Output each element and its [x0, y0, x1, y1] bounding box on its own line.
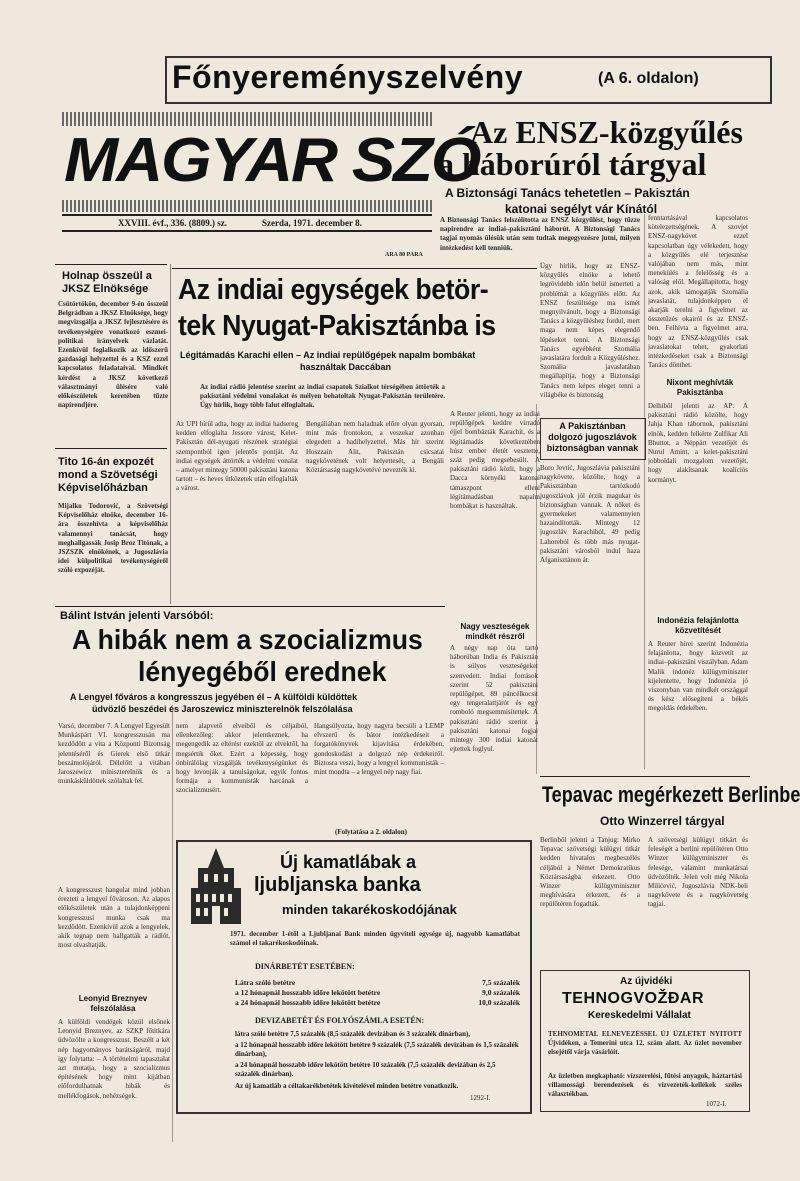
- dinar-row-value: 7,5 százalék: [482, 978, 520, 987]
- dinar-row: [235, 988, 520, 998]
- varsoi-left-more: A kongresszust hangulat mind jobban érezteti a lengyel fővároson. Az alapos előkészületek után a tulajdonképpeni kongresszusi munka csak ma kezdődött. Ezenkívül azok a lengyelek, akik tegnap nem hallgatták a rádiót, most olvashatják.: [58, 886, 170, 950]
- col-sep-4: [172, 712, 173, 1142]
- india-headline-2: tek Nyugat-Pakisztánba is: [178, 310, 496, 342]
- col-sep-2: [644, 214, 645, 769]
- col-sep-3: [536, 404, 537, 774]
- varsoi-rule: [55, 606, 445, 607]
- varsoi-sub-1: A Lengyel főváros a kongresszus jegyében él – A külföldi küldöttek: [70, 692, 358, 702]
- tepavac-col-2: A szövetségi külügyi titkárt és feleségét a berlini repülőtéren Otto Winzer külügyminiszter és felesége, valamint munkatársai üdvözölték. Jelen volt még Nikola Milićević, Jugoszlávia NDK-beli nagykövete és a nagykövetség tagjai.: [648, 836, 748, 909]
- masthead-rule-2: [62, 230, 432, 232]
- bank-ad-intro: 1971. december 1-étől a Ljubljanai Bank minden ügyviteli egysége új, nagyobb kamatlábat számol el takarékoskodóinak.: [230, 930, 520, 948]
- varsoi-col-3: Hangsúlyozta, hogy nagyra becsüli a LEMP elvszerű és bátor intézkedéseit a forgatókönyvek kijavítása érdekében, gondoskodást a dolgozó nép érdekeiről. Biztosra veszi, hogy a lengyel kommunisták – mint mondta – a lengyel nép nagy fiai.: [314, 722, 444, 777]
- india-sub-2: használtak Daccában: [300, 362, 392, 372]
- tepavac-sub: Otto Winzerrel tárgyal: [600, 814, 725, 828]
- dinar-row-label: a 24 hónapnál hosszabb időre lekötött betétre: [235, 998, 381, 1007]
- nagy-title: Nagy veszteségek mindkét részről: [460, 622, 530, 641]
- nixon-body: Delhiből jelenti az AP: A pakisztáni rádió közölte, hogy Jahja Khan tábornok, pakisztáni elnök, kedden felkérte Zulfikar Ali Bhuttot, a Néppárt vezetőjét és Nurul Amint, a kelet-pakisztáni jobboldali mozgalom vezetőjét, hogy alakítsanak koalíciós kormányt.: [648, 402, 748, 484]
- tepavac-rule: [540, 776, 750, 777]
- masthead-band-bottom: [62, 200, 432, 212]
- lead-col-1: Ügy hírlik, hogy az ENSZ-közgyűlés elnöke a lehető legrövidebb időn belül ismerteti a problémát a közgyűlés előtt. Az ENSZ feszültsége ma ismét megnyilvánult, hogy a Biztonsági Tanács a közgyűléshez fordul, mert maga nem képes elegendő lépéseket tenni. A Biztonsági Tanács egyébként Szomália javaslatára fordult a Közgyűléshez. Szomália javaslatában megállapítja, hogy a Biztonsági Tanács nem képes eleget tenni a világbéke és biztonság: [540, 262, 640, 399]
- tepavac-col-1: Berlinből jelenti a Tanjug: Mirko Tepavac szövetségi külügyi titkár kedden hivatalos megbeszélés céljából a Német Demokratikus Köztársaságba érkezett. Otto Winzer külügyminiszter meghívására érkezett, és a repülőtéren fogadták.: [540, 836, 640, 909]
- nixon-title: Nixont meghívták Pakisztánba: [666, 378, 734, 397]
- bank-ad-code: 1292-I.: [470, 1094, 491, 1102]
- india-col-3: A Reuter jelenti, hogy az indiai repülőgépek keddre virradó éjjel bombázták Karachit, és a légitámadás következtében húsz ember életét vesztette, száz pedig megsebesült. A pakisztáni rádió közli, hogy a Dacca környéki katonai támaszpont elleni légitámadásban napalm bombákat is használtak.: [450, 410, 540, 511]
- bank-ad-title-3: minden takarékoskodójának: [282, 902, 457, 917]
- dinar-row-label: a 12 hónapnál hosszabb időre lekötött betétre: [235, 988, 381, 997]
- india-headline-1: Az indiai egységek betör-: [178, 274, 489, 306]
- tehno-sub: Kereskedelmi Vállalat: [588, 1010, 691, 1021]
- tehno-code: 1072-I.: [706, 1100, 727, 1108]
- bank-deviza-title: DEVIZABETÉT ÉS FOLYÓSZÁMLA ESETÉN:: [255, 1016, 425, 1025]
- dinar-row-value: 10,0 százalék: [478, 998, 520, 1007]
- bank-dinar-rows: [235, 978, 520, 1008]
- tito-title: Tito 16-án expozét mond a Szövetségi Képviselőházban: [58, 456, 158, 494]
- dinar-row-label: Látra szóló betétre: [235, 978, 296, 987]
- dinar-row: [235, 998, 520, 1008]
- bank-ad-title-2: ljubljanska banka: [254, 874, 421, 896]
- india-col-1: Az UPI hírül adta, hogy az indiai hadsereg kedden elfoglalta Jessore várost, Kelet-Pakisztán dél-nyugati részének stratégiai szempontból igen jelentős pontját. Az indiai egységek áttörték a védelmi vonalat – amelyet mintegy 50000 pakisztáni katona tartott – és heves ütközetek után elfoglalták a várost.: [176, 420, 298, 493]
- india-intro: Az indiai rádió jelentése szerint az indiai csapatok Szialkot térségében áttörték a pakisztáni védelmi vonalakat és mélyen behatoltak Nyugat-Pakisztán területére. Úgy hírlik, hogy több falut elfoglaltak.: [200, 383, 445, 410]
- pak-yu-title: A Pakisztánban dolgozó jugoszlávok biztonságban vannak: [546, 421, 639, 453]
- varsoi-headline-2: lényegéből erednek: [138, 656, 387, 687]
- indon-body: A Reuter hírei szerint Indonézia felajánlotta, hogy közvetít az indiai–pakisztáni viszályban. Adam Malik indonéz külügyminiszter kijelentette, hogy Indonézia jó viszonyban van mindkét országgal és kész elősegíteni a békés megoldás érdekében.: [648, 640, 748, 713]
- lead-headline-2: a háborúról tárgyal: [438, 146, 707, 182]
- bank-dinar-title: DINÁRBETÉT ESETÉBEN:: [255, 962, 355, 971]
- nagy-body: A négy nap óta tartó háborúban India és Pakisztán is súlyos veszteségeket szenvedett. Indiai források szerint 52 pakisztáni repülőgépet, 89 páncélkocsit egy tengeralattjárót és egy romboló megsemmisítettek. A pakisztáni rádió szerint a pakisztáni katonai fogjai mintegy 300 indiai katonát ejtettek foglyul.: [450, 644, 538, 754]
- tehno-top: Az újvidéki: [620, 976, 673, 987]
- lead-col-2: fenntartásával kapcsolatos kötelezettségének. A szovjet ENSZ-nagykövet ezzel kapcsolatban úgy vélekedett, hogy a közgyűlés elé terjesztése valójában nem más, mint menekülés a felelősség és a valóság elől. Megállapította, hogy azok, akik támogatják Szomália javaslatát, tulajdonképpen el akarják terelni a figyelmet az összetűzés okairól és az ENSZ-ben. Felhívta a figyelmet arra, hogy az ENSZ-közgyűlés csak javaslatokat tehet, gyakorlati intézkedéseket csak a Biztonsági Tanács dönthet.: [648, 214, 748, 370]
- bank-deviza-rows: [235, 1030, 520, 1079]
- india-rule: [172, 268, 537, 269]
- tehno-name: TEHNOGVOŽĐAR: [562, 990, 704, 1007]
- left-rule-1: [55, 264, 167, 265]
- bank-footer: Az új kamatláb a céltakarékbetétek kivételével minden betétre vonatkozik.: [235, 1082, 459, 1090]
- varsoi-kicker: Bálint István jelenti Varsóból:: [60, 610, 214, 622]
- tito-body: Mijalko Todorović, a Szövetségi Képviselőház elnöke, december 16-ára összehívta a képviselőház valamennyi tanácsát, hogy meghallgassák Josip Broz Titónak, a JSZSZK elnökének, a Jugoszlávia idei külpolitikai tevékenységéről szóló expozéját.: [58, 502, 168, 575]
- dinar-row: [235, 978, 520, 988]
- masthead-logo: MAGYAR SZÓ: [64, 126, 480, 195]
- bank-ad-title-1: Új kamatlábak a: [280, 852, 417, 872]
- varsoi-continued: (Folytatása a 2. oldalon): [335, 828, 407, 836]
- lead-intro: A Biztonsági Tanács felszólította az ENSZ közgyűlést, hogy tűzze napirendre az indiai–pakisztáni háborút. A Biztonsági Tanács tagjai nyomás ülésük után sem tudtak megegyezésre jutni, milyen intézkedést kell tenniük.: [440, 216, 640, 252]
- left-rule-2: [55, 448, 167, 449]
- breznyev-body: A külföldi vendégek közül elsőnek Leonyid Breznyev, az SZKP főtitkára üdvözölte a kongresszust. Beszélt a két nép hagyományos barátságáról, majd így folytatta: – A történelmi tapasztalat azt mutatja, hogy a szocializmus építésének hogy mint kijátban előfordulhatnak hibák és mellékfogások, nehézségek.: [58, 1018, 170, 1100]
- lead-sub-2: katonai segélyt vár Kínától: [505, 202, 658, 216]
- varsoi-sub-2: üdvözlő beszédei és Jaroszewicz miniszterelnök felszólalása: [92, 704, 353, 714]
- breznyev-title: Leonyid Breznyev felszólalása: [78, 994, 148, 1013]
- dinar-row-value: 9,0 százalék: [482, 988, 520, 997]
- jksz-title: Holnap összeül a JKSZ Elnöksége: [62, 270, 152, 295]
- tehno-text: TEHNOMETAL ELNEVEZÉSSEL ÚJ ÜZLETET NYITOTT Újvidéken, a Temerini utca 12. szám alatt. Az üzlet november elsejétől várja vásárlóit.: [548, 1030, 742, 1057]
- issue-date: Szerda, 1971. december 8.: [262, 218, 362, 228]
- varsoi-col-1: Varsó, december 7. A Lengyel Egyesült Munkáspárt VI. kongresszusán ma kezdődött a vita a Központi Bizottság jelentéséről és Gierek első titkár beszámolójáról. Délelőtt a vitában Jaroszewicz miniszterelnök és a munkásküldöttek szólaltak fel.: [58, 722, 170, 786]
- deviza-row: a 24 hónapnál hosszabb időre lekötött betétre 10 százalék (7,5 százalék devizában és 2,5 százalék dinárban).: [235, 1061, 496, 1078]
- lead-sub-1: A Biztonsági Tanács tehetetlen – Pakisztán: [445, 186, 690, 200]
- bank-building-icon: [186, 848, 246, 926]
- india-sub-1: Légitámadás Karachi ellen – Az indiai repülőgépek napalm bombákat: [180, 350, 476, 360]
- tehno-text-2: Az üzletben megkapható: vízszerelési, fűtési anyagok, háztartási villamossági berendezések és vízvezeték-kellékek széles választékban.: [548, 1072, 742, 1099]
- indon-title: Indonézia felajánlotta közvetítését: [657, 616, 739, 635]
- deviza-row: látra szóló betétre 7,5 százalék (8,5 százalék devizában és 3 százalék dinárban),: [235, 1030, 471, 1038]
- varsoi-col-2: nem alapvető elveiből és céljaiból, ellenkezőleg: akkor jelentkeznek, ha megengedik az eltérést ezektől az elvektől, ha megsértik őket. Ezért a képesség, hogy önbírálólag vizsgálják tevékenységünket és hogy levonják a tanulságokat, egyik fontos formája a kommunisták harcának a szocializmusért.: [176, 722, 308, 795]
- top-banner-note: (A 6. oldalon): [598, 70, 699, 87]
- col-sep-1: [170, 264, 171, 604]
- tepavac-headline: Tepavac megérkezett Berlinbe: [542, 782, 800, 807]
- lead-headline-1: Az ENSZ-közgyűlés: [470, 114, 743, 150]
- issue-number: XXVIII. évf., 336. (8809.) sz.: [118, 218, 227, 228]
- masthead-rule: [62, 214, 432, 216]
- issue-price: ARA 80 PARA: [385, 252, 423, 258]
- pak-yu-body: Boro Jevtić, Jugoszlávia pakisztáni nagykövete, közölte, hogy a Pakisztánban tartózkodó jugoszlávok jól érzik magukat és biztonságban vannak. A nőket és gyermekeket valamennyien hazaindították. Mintegy 12 jugoszláv Karachiból, 49 pedig Lahoreból és több más nyugat-pakisztáni városból indul haza Afganisztánon át.: [540, 464, 640, 565]
- top-banner-title: Főnyereményszelvény: [172, 59, 523, 95]
- deviza-row: a 12 hónapnál hosszabb időre lekötött betétre 9 százalék (7,5 százalék devizában és 1,5 százalék dinárban),: [235, 1041, 519, 1058]
- varsoi-headline-1: A hibák nem a szocializmus: [72, 624, 423, 655]
- masthead-band: [62, 112, 432, 126]
- jksz-body: Csütörtökön, december 9-én összeül Belgrádban a JKSZ Elnöksége, hogy megvizsgálja a JKSZ fejlesztésére és tevékenységére vonatkozó eszmei-politikai irányelvek vázlatát. Ezenkívül foglalkozik az időszerű gazdasági helyzettel és a KSZ ezzel kapcsolatos feladataival. Mindkét kérdést a JKSZ következő választmányi ülésére való előkészületek keretében tűzte napirendjére.: [58, 300, 168, 410]
- india-col-2: Bengáliában nem haladnak előre olyan gyorsan, mint más frontokon, a veszekar azonban elegedett a hadihelyzettel. Más hír szerint Hoszzain Alit, Pakisztán csicsatai nagykövetének volt helyettesét, a Bengáli Köztársaság nagykövetévé nevezték ki.: [306, 420, 444, 475]
